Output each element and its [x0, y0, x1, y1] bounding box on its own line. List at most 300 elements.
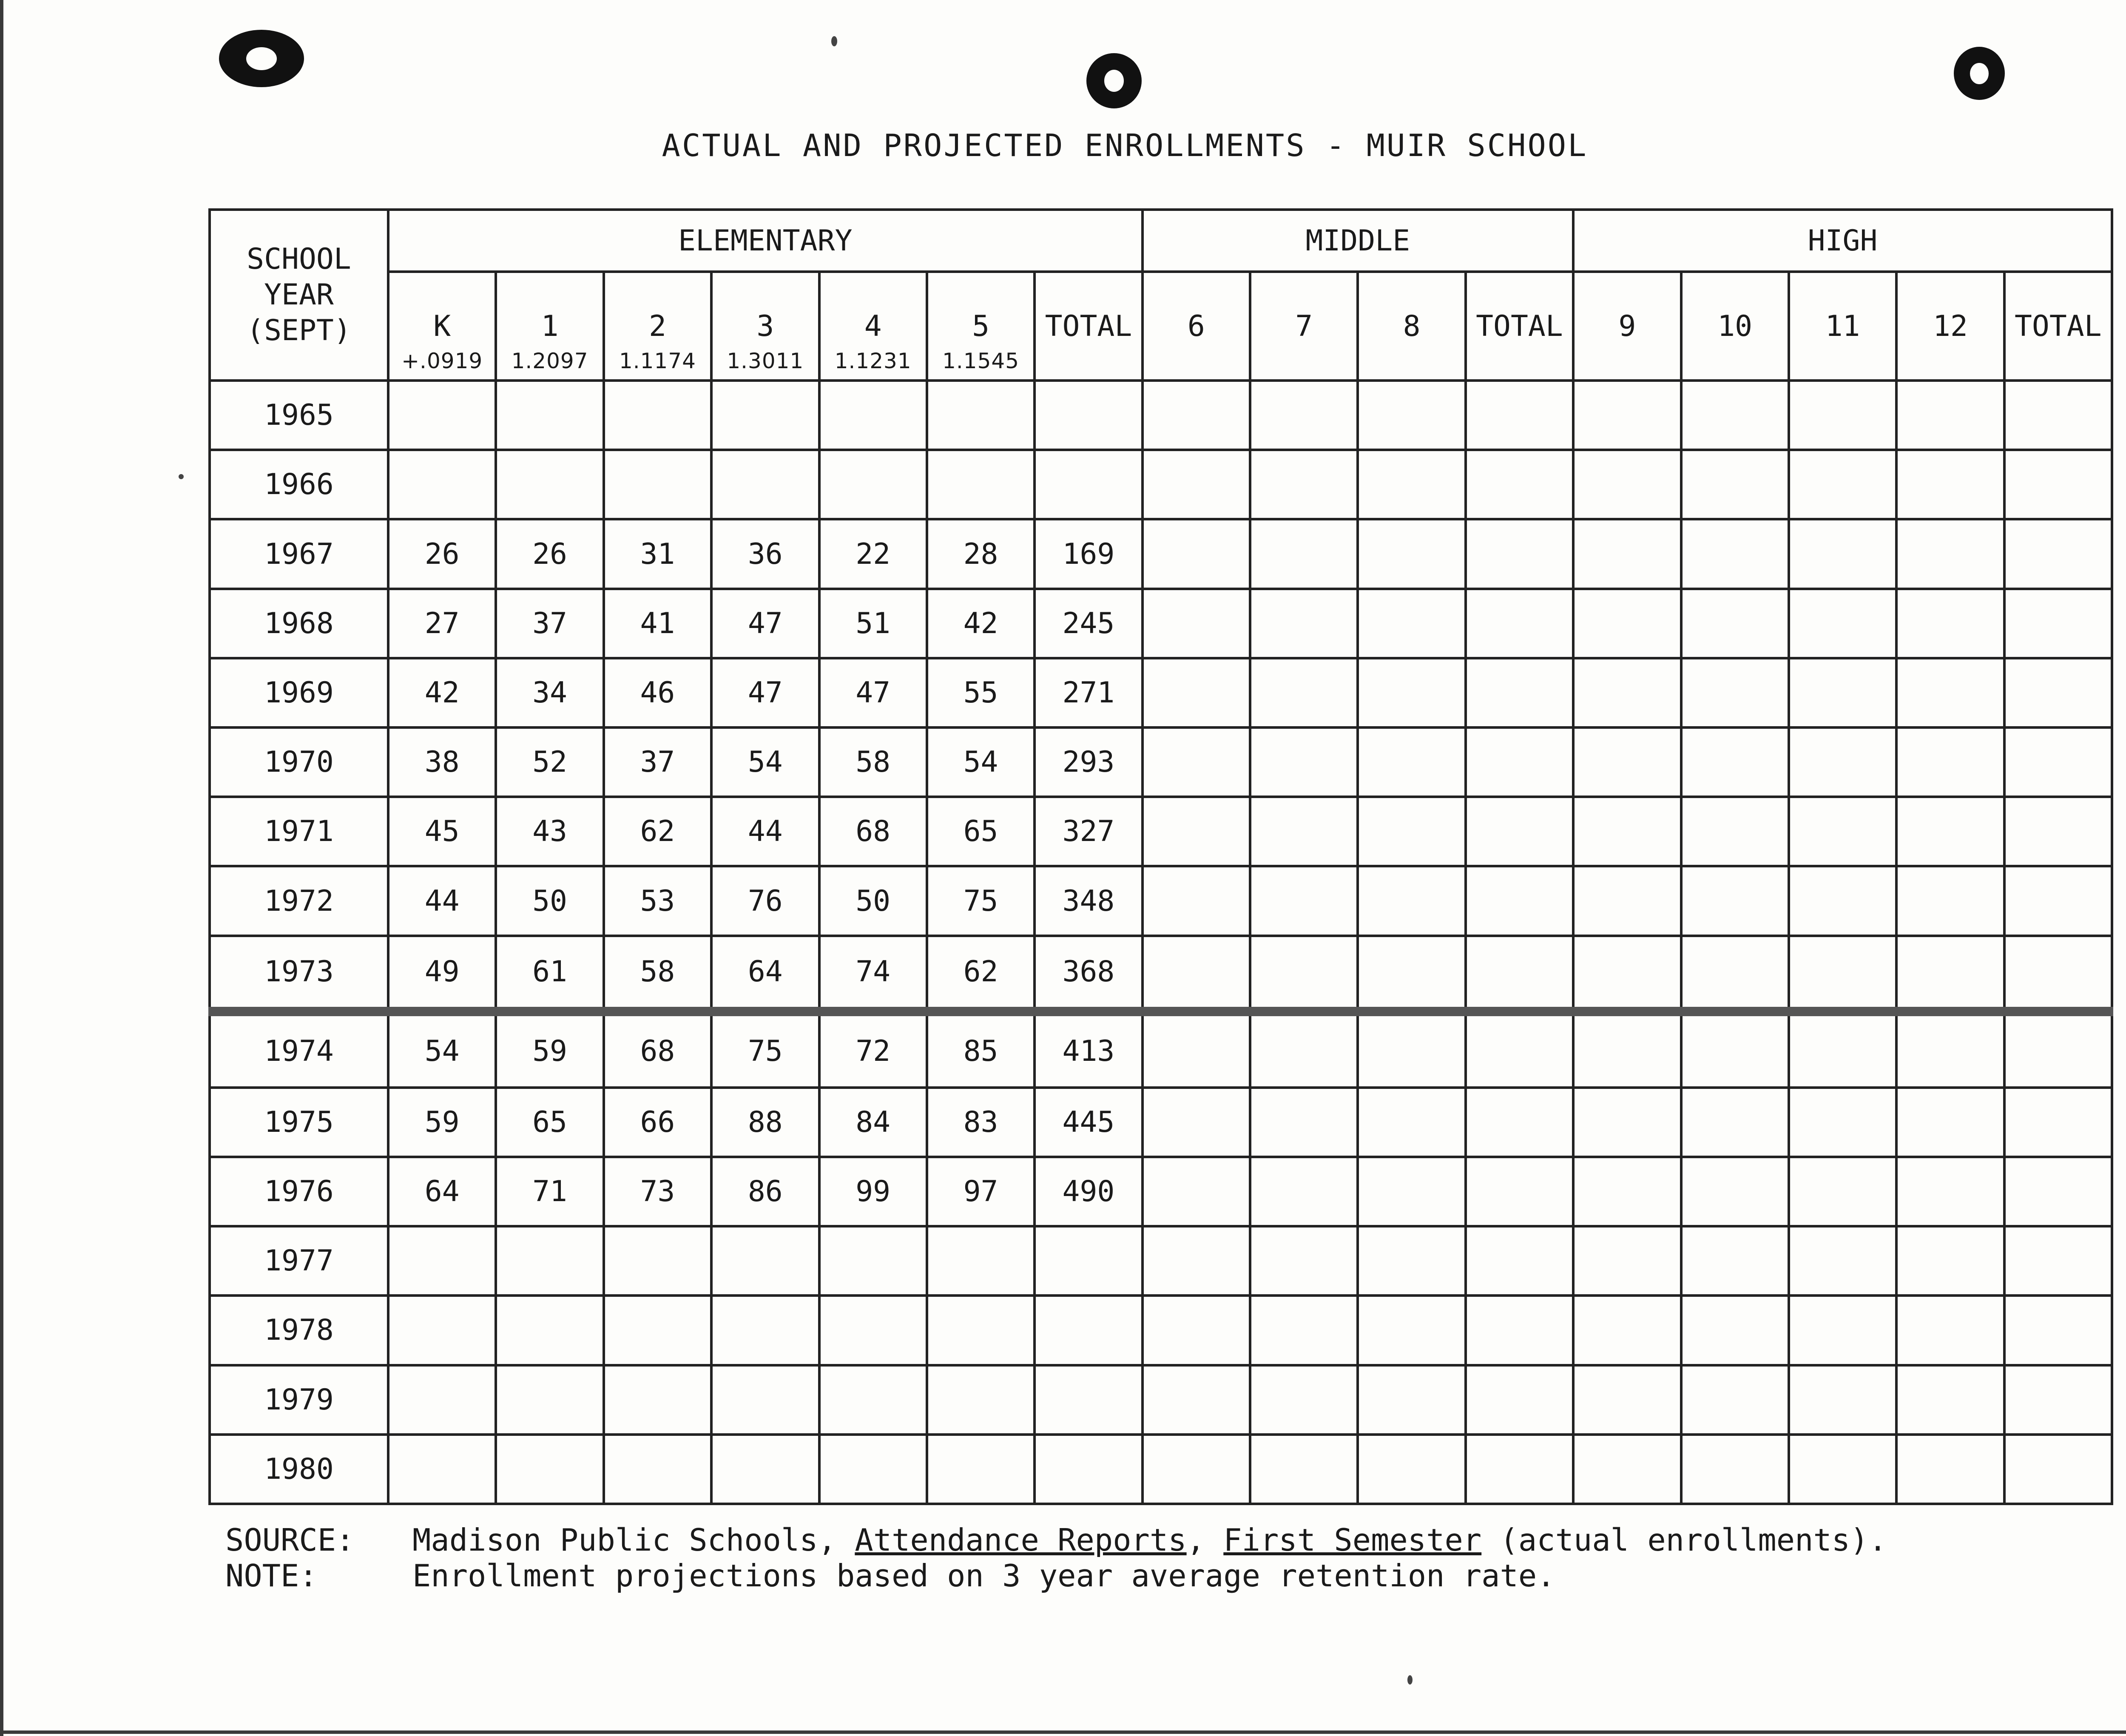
school-year-header [210, 210, 388, 381]
high-group-header: HIGH [1573, 210, 2112, 272]
enrollment-cell [819, 1435, 927, 1504]
enrollment-cell [819, 381, 927, 450]
enrollment-cell: 50 [496, 866, 603, 935]
empty-cell [1789, 1365, 1896, 1435]
enrollment-cell [819, 450, 927, 519]
school-year-cell: 1969 [210, 658, 388, 727]
retention-rate: 1.1231 [834, 349, 912, 373]
empty-cell [1466, 519, 1573, 588]
empty-cell [1143, 797, 1250, 866]
enrollment-cell: 88 [711, 1088, 819, 1157]
empty-cell [1896, 866, 2004, 935]
empty-cell [1573, 1088, 1681, 1157]
empty-cell [2004, 589, 2112, 658]
enrollment-cell: 47 [711, 589, 819, 658]
enrollment-cell: 37 [496, 589, 603, 658]
empty-cell [1789, 866, 1896, 935]
empty-cell [1681, 381, 1789, 450]
middle-col-header: 8 [1358, 272, 1465, 381]
enrollment-cell: 31 [604, 519, 711, 588]
empty-cell [1573, 381, 1681, 450]
elementary-total-cell: 348 [1035, 866, 1142, 935]
bottom-page-edge [0, 1730, 2126, 1734]
source-first-semester: First Semester [1223, 1522, 1482, 1558]
high-col-header: 12 [1896, 272, 2004, 381]
elementary-total-cell: 327 [1035, 797, 1142, 866]
enrollment-cell [388, 1435, 496, 1504]
empty-cell [1789, 450, 1896, 519]
enrollment-cell: 68 [819, 797, 927, 866]
empty-cell [1143, 381, 1250, 450]
high-col-header: TOTAL [2004, 272, 2112, 381]
school-year-cell: 1967 [210, 519, 388, 588]
empty-cell [1250, 658, 1358, 727]
enrollment-cell [927, 1296, 1035, 1365]
empty-cell [1466, 1157, 1573, 1226]
empty-cell [1573, 519, 1681, 588]
school-year-cell: 1976 [210, 1157, 388, 1226]
enrollment-cell: 65 [927, 797, 1035, 866]
empty-cell [1896, 797, 2004, 866]
enrollment-cell [927, 450, 1035, 519]
empty-cell [1789, 1011, 1896, 1088]
enrollment-cell: 26 [496, 519, 603, 588]
empty-cell [1250, 1157, 1358, 1226]
empty-cell [1896, 1011, 2004, 1088]
enrollment-cell [496, 1296, 603, 1365]
empty-cell [1681, 866, 1789, 935]
empty-cell [2004, 866, 2112, 935]
col-label: 3 [756, 309, 774, 343]
elementary-total-cell: 413 [1035, 1011, 1142, 1088]
enrollment-cell [388, 1296, 496, 1365]
enrollment-cell: 66 [604, 1088, 711, 1157]
empty-cell [1896, 936, 2004, 1012]
retention-rate: +.0919 [401, 349, 483, 373]
enrollment-cell [496, 450, 603, 519]
enrollment-cell: 44 [711, 797, 819, 866]
empty-cell [1466, 1088, 1573, 1157]
enrollment-cell: 27 [388, 589, 496, 658]
scan-speck [1407, 1675, 1413, 1685]
elementary-col-header [711, 272, 819, 381]
empty-cell [1358, 866, 1465, 935]
table-row [210, 797, 2112, 866]
empty-cell [1573, 1365, 1681, 1435]
enrollment-cell: 84 [819, 1088, 927, 1157]
empty-cell [1358, 797, 1465, 866]
empty-cell [2004, 1365, 2112, 1435]
empty-cell [1681, 519, 1789, 588]
elementary-col-header [927, 272, 1035, 381]
empty-cell [2004, 1435, 2112, 1504]
empty-cell [1358, 1226, 1465, 1296]
empty-cell [1573, 1226, 1681, 1296]
high-col-header: 11 [1789, 272, 1896, 381]
col-label: 2 [648, 309, 666, 343]
enrollment-cell: 22 [819, 519, 927, 588]
empty-cell [1681, 797, 1789, 866]
enrollment-cell [388, 1365, 496, 1435]
empty-cell [1250, 1226, 1358, 1296]
enrollment-cell [604, 381, 711, 450]
middle-group-header: MIDDLE [1143, 210, 1574, 272]
empty-cell [1143, 936, 1250, 1012]
empty-cell [1466, 936, 1573, 1012]
empty-cell [1250, 1296, 1358, 1365]
empty-cell [1896, 1365, 2004, 1435]
elementary-col-header [388, 272, 496, 381]
enrollment-cell: 83 [927, 1088, 1035, 1157]
punch-hole-center [1086, 53, 1142, 108]
empty-cell [1573, 1011, 1681, 1088]
elementary-total-cell [1035, 1365, 1142, 1435]
empty-cell [1250, 381, 1358, 450]
scan-speck [179, 474, 184, 479]
empty-cell [1681, 1226, 1789, 1296]
empty-cell [1573, 1157, 1681, 1226]
empty-cell [1143, 1088, 1250, 1157]
empty-cell [1466, 866, 1573, 935]
school-year-cell: 1979 [210, 1365, 388, 1435]
enrollment-cell: 42 [388, 658, 496, 727]
retention-rate: 1.2097 [511, 349, 588, 373]
table-row [210, 1226, 2112, 1296]
enrollment-cell [604, 450, 711, 519]
enrollment-cell: 68 [604, 1011, 711, 1088]
empty-cell [1896, 1157, 2004, 1226]
source-line [225, 1522, 2126, 1558]
elementary-col-header [496, 272, 603, 381]
enrollment-cell [496, 381, 603, 450]
enrollment-cell: 45 [388, 797, 496, 866]
enrollment-cell: 55 [927, 658, 1035, 727]
enrollment-cell: 59 [388, 1088, 496, 1157]
enrollment-cell [711, 1296, 819, 1365]
enrollment-cell [927, 1226, 1035, 1296]
school-year-cell: 1977 [210, 1226, 388, 1296]
source-text-after: (actual enrollments). [1481, 1522, 1887, 1558]
empty-cell [2004, 658, 2112, 727]
empty-cell [1896, 1296, 2004, 1365]
empty-cell [1789, 381, 1896, 450]
school-year-cell: 1965 [210, 381, 388, 450]
school-year-cell: 1978 [210, 1296, 388, 1365]
enrollment-cell: 62 [927, 936, 1035, 1012]
empty-cell [1896, 589, 2004, 658]
header-line-year: YEAR [264, 278, 334, 312]
retention-rate: 1.1174 [619, 349, 696, 373]
enrollment-cell: 47 [711, 658, 819, 727]
elementary-total-cell [1035, 1226, 1142, 1296]
empty-cell [1358, 450, 1465, 519]
empty-cell [1573, 658, 1681, 727]
school-year-cell: 1968 [210, 589, 388, 658]
table-row [210, 1435, 2112, 1504]
empty-cell [1789, 519, 1896, 588]
empty-cell [1896, 1435, 2004, 1504]
empty-cell [1896, 727, 2004, 797]
empty-cell [1466, 1011, 1573, 1088]
empty-cell [1143, 866, 1250, 935]
middle-col-header: 6 [1143, 272, 1250, 381]
school-year-cell: 1980 [210, 1435, 388, 1504]
enrollment-cell: 34 [496, 658, 603, 727]
enrollment-cell [604, 1365, 711, 1435]
table-row [210, 1365, 2112, 1435]
elementary-col-header [604, 272, 711, 381]
enrollment-cell: 26 [388, 519, 496, 588]
enrollment-cell: 36 [711, 519, 819, 588]
empty-cell [2004, 1157, 2112, 1226]
enrollment-cell: 72 [819, 1011, 927, 1088]
punch-hole-right [1954, 47, 2005, 100]
enrollment-cell: 71 [496, 1157, 603, 1226]
school-year-cell: 1975 [210, 1088, 388, 1157]
empty-cell [1789, 1296, 1896, 1365]
table-row [210, 519, 2112, 588]
elementary-total-cell: 490 [1035, 1157, 1142, 1226]
enrollment-cell [711, 450, 819, 519]
elementary-total-cell: 368 [1035, 936, 1142, 1012]
enrollment-table-container [208, 208, 2113, 1505]
retention-rate: 1.1545 [942, 349, 1020, 373]
enrollment-cell [819, 1296, 927, 1365]
enrollment-cell: 52 [496, 727, 603, 797]
enrollment-cell [604, 1226, 711, 1296]
empty-cell [1358, 1088, 1465, 1157]
document-title: ACTUAL AND PROJECTED ENROLLMENTS - MUIR SCHOOL [662, 128, 1588, 163]
empty-cell [1681, 1157, 1789, 1226]
empty-cell [1250, 1088, 1358, 1157]
col-label: K [433, 309, 451, 343]
enrollment-cell: 58 [604, 936, 711, 1012]
empty-cell [1896, 519, 2004, 588]
empty-cell [1358, 519, 1465, 588]
enrollment-cell [711, 1435, 819, 1504]
col-label: TOTAL [1045, 309, 1132, 343]
retention-rate: 1.3011 [727, 349, 804, 373]
enrollment-cell: 43 [496, 797, 603, 866]
empty-cell [1250, 866, 1358, 935]
empty-cell [1250, 1011, 1358, 1088]
school-year-cell: 1966 [210, 450, 388, 519]
empty-cell [1789, 727, 1896, 797]
table-row [210, 450, 2112, 519]
enrollment-cell: 61 [496, 936, 603, 1012]
middle-col-header: 7 [1250, 272, 1358, 381]
enrollment-cell [711, 1226, 819, 1296]
enrollment-cell [496, 1435, 603, 1504]
elementary-total-cell [1035, 381, 1142, 450]
empty-cell [1789, 1226, 1896, 1296]
source-attendance-reports: Attendance Reports [855, 1522, 1187, 1558]
empty-cell [1143, 1157, 1250, 1226]
empty-cell [1143, 1365, 1250, 1435]
empty-cell [1573, 797, 1681, 866]
source-text-before: Madison Public Schools, [412, 1522, 855, 1558]
elementary-total-cell [1035, 1435, 1142, 1504]
scan-speck [831, 36, 837, 46]
empty-cell [1466, 797, 1573, 866]
enrollment-cell: 41 [604, 589, 711, 658]
empty-cell [1143, 1226, 1250, 1296]
empty-cell [1466, 1226, 1573, 1296]
elementary-total-cell [1035, 450, 1142, 519]
middle-col-header: TOTAL [1466, 272, 1573, 381]
empty-cell [1573, 589, 1681, 658]
enrollment-cell: 59 [496, 1011, 603, 1088]
empty-cell [1573, 1296, 1681, 1365]
enrollment-cell [496, 1226, 603, 1296]
empty-cell [1250, 589, 1358, 658]
empty-cell [1896, 1226, 2004, 1296]
enrollment-cell [927, 381, 1035, 450]
empty-cell [1143, 1011, 1250, 1088]
enrollment-cell: 75 [711, 1011, 819, 1088]
empty-cell [1896, 450, 2004, 519]
empty-cell [1358, 1157, 1465, 1226]
empty-cell [1789, 589, 1896, 658]
empty-cell [2004, 727, 2112, 797]
empty-cell [1466, 589, 1573, 658]
elementary-total-cell: 245 [1035, 589, 1142, 658]
empty-cell [1573, 866, 1681, 935]
elementary-total-cell: 445 [1035, 1088, 1142, 1157]
empty-cell [1466, 658, 1573, 727]
empty-cell [1143, 1296, 1250, 1365]
empty-cell [1358, 381, 1465, 450]
note-text: Enrollment projections based on 3 year average retention rate. [412, 1558, 1555, 1594]
elementary-col-header [1035, 272, 1142, 381]
enrollment-cell: 28 [927, 519, 1035, 588]
left-page-edge [0, 0, 3, 1736]
elementary-total-cell: 271 [1035, 658, 1142, 727]
empty-cell [1573, 936, 1681, 1012]
empty-cell [1573, 450, 1681, 519]
enrollment-cell: 54 [388, 1011, 496, 1088]
table-row [210, 1088, 2112, 1157]
empty-cell [1143, 658, 1250, 727]
elementary-group-header: ELEMENTARY [388, 210, 1143, 272]
enrollment-cell: 42 [927, 589, 1035, 658]
enrollment-cell: 76 [711, 866, 819, 935]
empty-cell [1358, 1296, 1465, 1365]
table-row [210, 1011, 2112, 1088]
enrollment-cell [927, 1365, 1035, 1435]
enrollment-cell: 85 [927, 1011, 1035, 1088]
empty-cell [1789, 1435, 1896, 1504]
empty-cell [2004, 381, 2112, 450]
empty-cell [1681, 589, 1789, 658]
empty-cell [1143, 589, 1250, 658]
elementary-total-cell: 293 [1035, 727, 1142, 797]
empty-cell [1466, 1296, 1573, 1365]
enrollment-cell: 64 [711, 936, 819, 1012]
enrollment-cell: 50 [819, 866, 927, 935]
empty-cell [1681, 1435, 1789, 1504]
enrollment-cell [388, 381, 496, 450]
empty-cell [1789, 936, 1896, 1012]
table-row [210, 381, 2112, 450]
enrollment-cell: 54 [711, 727, 819, 797]
enrollment-cell [604, 1296, 711, 1365]
enrollment-cell [496, 1365, 603, 1435]
empty-cell [1466, 381, 1573, 450]
enrollment-cell: 99 [819, 1157, 927, 1226]
empty-cell [1896, 1088, 2004, 1157]
empty-cell [1573, 1435, 1681, 1504]
enrollment-cell: 65 [496, 1088, 603, 1157]
footnotes [225, 1522, 2126, 1594]
empty-cell [1466, 1365, 1573, 1435]
enrollment-cell [927, 1435, 1035, 1504]
empty-cell [1681, 1011, 1789, 1088]
enrollment-cell [388, 450, 496, 519]
enrollment-cell: 97 [927, 1157, 1035, 1226]
empty-cell [1789, 1157, 1896, 1226]
enrollment-cell: 86 [711, 1157, 819, 1226]
enrollment-cell: 62 [604, 797, 711, 866]
note-label: NOTE: [225, 1558, 318, 1594]
enrollment-cell: 73 [604, 1157, 711, 1226]
enrollment-cell: 38 [388, 727, 496, 797]
high-col-header: 9 [1573, 272, 1681, 381]
enrollment-cell: 64 [388, 1157, 496, 1226]
elementary-total-cell [1035, 1296, 1142, 1365]
empty-cell [1250, 1365, 1358, 1435]
empty-cell [1143, 519, 1250, 588]
empty-cell [2004, 1226, 2112, 1296]
enrollment-cell: 49 [388, 936, 496, 1012]
col-label: 1 [541, 309, 559, 343]
elementary-total-cell: 169 [1035, 519, 1142, 588]
empty-cell [1573, 727, 1681, 797]
enrollment-cell [711, 1365, 819, 1435]
empty-cell [1358, 936, 1465, 1012]
empty-cell [1896, 658, 2004, 727]
enrollment-cell: 51 [819, 589, 927, 658]
empty-cell [2004, 1011, 2112, 1088]
enrollment-cell: 47 [819, 658, 927, 727]
empty-cell [1789, 658, 1896, 727]
enrollment-cell: 46 [604, 658, 711, 727]
empty-cell [2004, 450, 2112, 519]
enrollment-cell [604, 1435, 711, 1504]
school-year-cell: 1970 [210, 727, 388, 797]
empty-cell [1466, 450, 1573, 519]
punch-hole-left [219, 30, 304, 87]
enrollment-cell: 44 [388, 866, 496, 935]
empty-cell [1358, 1435, 1465, 1504]
enrollment-cell: 37 [604, 727, 711, 797]
elementary-col-header [819, 272, 927, 381]
enrollment-cell [388, 1226, 496, 1296]
empty-cell [1358, 727, 1465, 797]
empty-cell [1358, 1011, 1465, 1088]
empty-cell [1681, 450, 1789, 519]
empty-cell [1681, 936, 1789, 1012]
enrollment-cell [711, 381, 819, 450]
empty-cell [1250, 936, 1358, 1012]
enrollment-cell: 54 [927, 727, 1035, 797]
empty-cell [1250, 727, 1358, 797]
empty-cell [2004, 519, 2112, 588]
enrollment-cell: 75 [927, 866, 1035, 935]
empty-cell [1358, 589, 1465, 658]
table-row [210, 1296, 2112, 1365]
source-separator: , [1186, 1522, 1224, 1558]
